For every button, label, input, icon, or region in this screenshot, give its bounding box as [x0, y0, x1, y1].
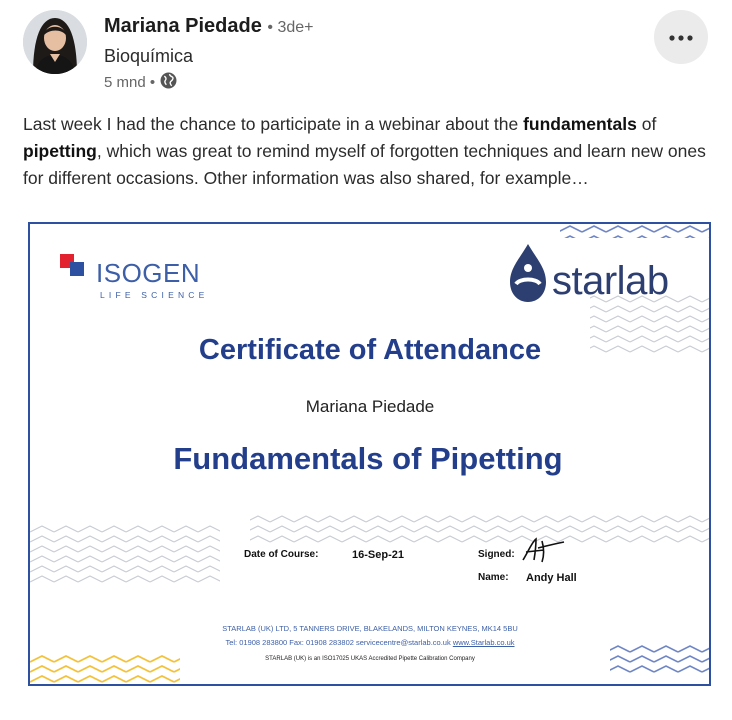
globe-icon — [160, 72, 177, 93]
author-name[interactable]: Mariana Piedade — [104, 15, 262, 37]
isogen-logo — [58, 252, 209, 300]
more-options-button[interactable] — [654, 10, 708, 64]
author-name-line[interactable] — [104, 15, 314, 38]
isogen-mark-icon — [58, 252, 94, 282]
post-text-part: Last week I had the chance to participate in a webinar about the — [23, 114, 524, 134]
signature-icon — [520, 536, 568, 564]
certificate-title: Certificate of Attendance — [198, 334, 542, 366]
signed-label: Signed: — [478, 549, 515, 560]
hashtag-fundamentals: fundamentals — [523, 114, 637, 134]
footer-contact-text: Tel: 01908 283800 Fax: 01908 283802 servicecentre@starlab.co.uk — [225, 638, 453, 647]
author-headline: Bioquímica — [104, 46, 194, 66]
post-time: 5 mnd • — [104, 74, 156, 91]
certificate-recipient: Mariana Piedade — [305, 397, 435, 416]
connection-degree: • 3de+ — [267, 19, 314, 36]
starlab-logo-text: starlab — [552, 259, 669, 303]
post-text-part: of — [636, 114, 657, 134]
date-label: Date of Course: — [244, 549, 319, 560]
starlab-logo — [506, 242, 669, 309]
author-avatar[interactable] — [23, 10, 87, 74]
isogen-logo-subtitle: LIFE SCIENCE — [100, 290, 209, 300]
footer-address: STARLAB (UK) LTD, 5 TANNERS DRIVE, BLAKELANDS, MILTON KEYNES, MK14 5BU — [222, 624, 518, 633]
footer-contact — [30, 638, 710, 647]
isogen-logo-text: ISOGEN — [96, 258, 201, 288]
certificate-image[interactable] — [28, 222, 711, 686]
name-label: Name: — [478, 572, 509, 583]
date-value: 16-Sep-21 — [352, 549, 404, 561]
more-horizontal-icon — [669, 28, 693, 46]
post-meta — [104, 72, 177, 93]
post-text[interactable] — [23, 111, 713, 192]
footer-website-link[interactable]: www.Starlab.co.uk — [452, 638, 515, 647]
droplet-icon — [506, 242, 550, 304]
hashtag-pipetting: pipetting — [23, 141, 97, 161]
certificate-course: Fundamentals of Pipetting — [173, 441, 563, 476]
footer-accreditation: STARLAB (UK) is an ISO17025 UKAS Accredited Pipette Calibration Company — [265, 656, 475, 662]
signer-name: Andy Hall — [526, 572, 577, 584]
post-text-part: , which was great to remind myself of forgotten techniques and learn new ones for different occasions. Other information was also shared, for example… — [23, 141, 706, 188]
